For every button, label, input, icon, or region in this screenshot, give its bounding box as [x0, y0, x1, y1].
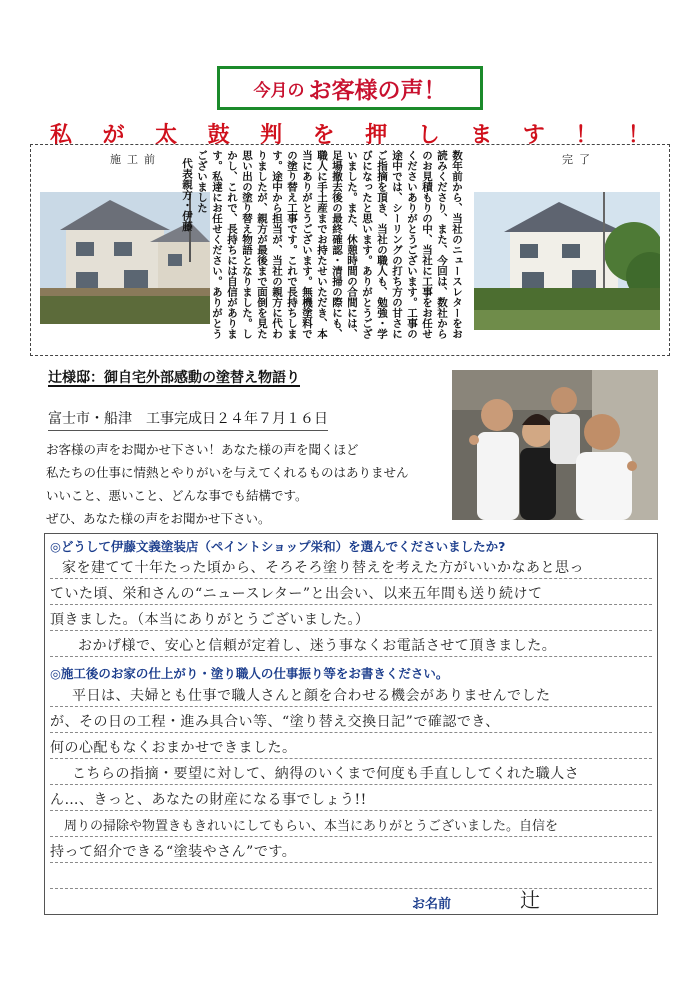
question-why-chosen: ◎どうして伊藤文義塗装店（ペイントショップ栄和）を選んでくださいましたか? — [50, 539, 506, 554]
slogan-char: 押 — [365, 122, 388, 148]
answer-text: 頂きました。（本当にありがとうございました。） — [50, 612, 370, 628]
answer-text: が、その日の工程・進み具合い等、“塗り替え交換日記”で確認でき、 — [50, 714, 500, 730]
customer-staff-photo — [452, 370, 658, 520]
slogan-char: ま — [470, 122, 493, 148]
answer-line — [50, 632, 652, 657]
answer-line — [50, 760, 652, 785]
answer-text: 家を建てて十年たった頃から、そろそろ塗り替えを考えた方がいいかなあと思っ — [62, 560, 584, 576]
after-label: 完了 — [562, 153, 596, 166]
after-house-photo — [474, 192, 660, 330]
answer-text: 周りの掃除や物置きもきれいにしてもらい、本当にありがとうございました。自信を — [64, 819, 559, 834]
location-date: 富士市・船津 工事完成日２４年７月１６日 — [48, 408, 328, 431]
slogan-char: が — [102, 122, 125, 148]
story-title: 辻様邸：御自宅外部感動の塗替え物語り — [48, 370, 300, 386]
slogan-char: 判 — [260, 122, 283, 148]
customer-request-text — [46, 438, 456, 530]
answer-text: 平日は、夫婦とも仕事で職人さんと顔を合わせる機会がありませんでした — [72, 688, 551, 704]
answer-line — [50, 838, 652, 863]
request-line: ぜひ、あなた様の声をお聞かせ下さい。 — [46, 511, 271, 526]
answer-line — [50, 864, 652, 889]
slogan-char: 私 — [50, 122, 73, 148]
answer-text: ん…、きっと、あなたの財産になる事でしょう!! — [50, 792, 367, 808]
answer-text: 持って紹介できる“塗装やさん”です。 — [50, 844, 297, 860]
answer-line — [50, 708, 652, 733]
question-finish-quality: ◎施工後のお家の仕上がり・塗り職人の仕事振り等をお書きください。 — [50, 666, 449, 681]
slogan-char: ！ — [627, 122, 650, 148]
page-title-box — [217, 66, 483, 110]
request-line: いいこと、悪いこと、どんな事でも結構です。 — [46, 488, 308, 503]
answer-line — [50, 606, 652, 631]
answer-line — [50, 580, 652, 605]
answer-line — [50, 812, 652, 837]
answer-line — [50, 554, 652, 579]
owner-letter-text — [181, 150, 464, 346]
name-label: お名前 — [412, 897, 452, 912]
slogan-char: 太 — [155, 122, 178, 148]
slogan-char: す — [522, 122, 545, 148]
answer-line — [50, 682, 652, 707]
slogan-char: を — [312, 122, 335, 148]
answer-text: こちらの指摘・要望に対して、納得のいくまで何度も手直ししてくれた職人さ — [72, 766, 580, 782]
answer-line — [50, 786, 652, 811]
customer-signature: 辻 — [520, 888, 540, 912]
slogan — [50, 118, 650, 148]
owner-letter-signature: 代表親方・伊藤 — [181, 158, 193, 232]
request-line: お客様の声をお聞かせ下さい！あなた様の声を聞くほど — [46, 442, 359, 457]
request-line: 私たちの仕事に情熱とやりがいを与えてくれるものはありません — [46, 465, 409, 480]
answer-text: ていた頃、栄和さんの“ニュースレター”と出会い、以来五年間も送り続けて — [50, 586, 543, 602]
title-prefix: 今月の — [253, 80, 305, 101]
owner-letter-body: 数年前から、当社のニュースレターをお読みくださり、また、今回は、数社からのお見積もりの中、当社に工事をお任せくださいありがとうございます。工事の途中では、シーリングの打ち方の甘さにご指摘を頂き、当社の職人も、勉強・学びになったと思います。ありがとうございました。また、休憩時間の合間には、足場撤去後の最終確認・清掃の際にも、職人に手土産までお持たせいただき、本当にありがとうございます。無機塗料での塗り替え工事です。これで長持ちします。途中から担当が、当社の親方に代わりましたが、親方が最後まで面倒を見た思い出の塗り替え物語となりました。しかし、これで、長持ちには自信があります。私達にお任せください。ありがとうございました — [196, 150, 463, 339]
answer-text: おかげ様で、安心と信頼が定着し、迷う事なくお電話させて頂きました。 — [78, 638, 557, 654]
before-label: 施工前 — [110, 153, 161, 166]
slogan-char: し — [417, 122, 440, 148]
answer-text: 何の心配もなくおまかせできました。 — [50, 740, 297, 756]
slogan-char: 鼓 — [207, 122, 230, 148]
answer-line — [50, 734, 652, 759]
slogan-char: ！ — [575, 122, 598, 148]
page-title: お客様の声！ — [308, 76, 447, 104]
